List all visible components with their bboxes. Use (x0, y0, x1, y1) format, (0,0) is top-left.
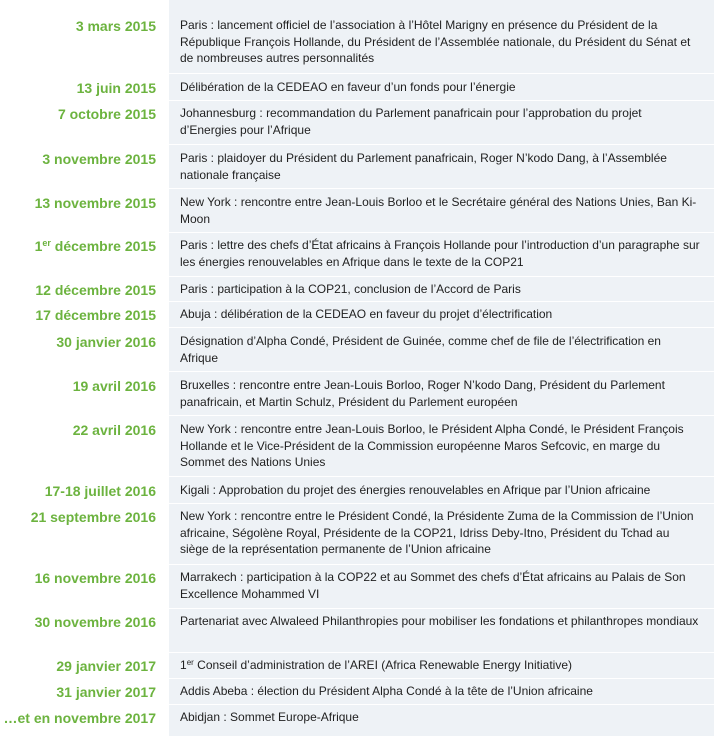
event-date: 31 janvier 2017 (56, 684, 156, 700)
event-date: 17 décembre 2015 (35, 307, 156, 323)
event-date: 21 septembre 2016 (30, 509, 156, 525)
event-date: 7 octobre 2015 (57, 106, 156, 122)
event-description: Abuja : délibération de la CEDEAO en faveur du projet d’électrification (180, 307, 553, 321)
event-text-rest: Conseil d’administration de l’AREI (Africa Renewable Energy Initiative) (193, 658, 572, 672)
event-description: Désignation d’Alpha Condé, Président de Guinée, comme chef de file de l’électrification en Afrique (180, 334, 661, 365)
event-date: 30 novembre 2016 (34, 614, 156, 630)
event-date-suffix: er (42, 238, 51, 248)
event-date: 29 janvier 2017 (56, 658, 156, 674)
event-description: Délibération de la CEDEAO en faveur d’un fonds pour l’énergie (180, 80, 516, 94)
event-description: Marrakech : participation à la COP22 et au Sommet des chefs d’État africains au Palais de Son Excellence Mohammed VI (180, 570, 686, 601)
event-date: 19 avril 2016 (72, 378, 156, 394)
row-separator (169, 652, 714, 653)
event-description (180, 657, 700, 674)
row-separator (169, 678, 714, 679)
event-description: Kigali : Approbation du projet des énergies renouvelables en Afrique par l’Union africaine (180, 483, 651, 497)
row-separator (169, 73, 714, 74)
event-text-number: 1 (180, 658, 187, 672)
event-text-suffix: er (186, 658, 194, 667)
event-date: 3 mars 2015 (75, 18, 156, 34)
event-description: Paris : lettre des chefs d’État africains à François Hollande pour l’introduction d’un paragraphe sur les énergies renouvelables en Afrique dans le texte de la COP21 (180, 238, 700, 269)
event-date: …et en novembre 2017 (3, 710, 156, 726)
row-separator (169, 232, 714, 233)
event-date (0, 238, 156, 255)
event-description: Abidjan : Sommet Europe-Afrique (180, 710, 359, 724)
event-date: 3 novembre 2015 (42, 151, 156, 167)
row-separator (169, 476, 714, 477)
event-description: Johannesburg : recommandation du Parlement panafricain pour l’approbation du projet d’Energies pour l’Afrique (180, 106, 642, 137)
event-description: New York : rencontre entre Jean-Louis Borloo, le Président Alpha Condé, le Président François Hollande et le Vice-Président de la Commission européenne Maros Sefcovic, en marge du Sommet des Nations Unies (180, 422, 684, 469)
row-separator (169, 503, 714, 504)
row-separator (169, 188, 714, 189)
event-description: New York : rencontre entre Jean-Louis Borloo et le Secrétaire général des Nations Unies, Ban Ki-Moon (180, 195, 697, 226)
event-description: Partenariat avec Alwaleed Philanthropies pour mobiliser les fondations et philanthropes mondiaux (180, 614, 699, 628)
row-separator (169, 100, 714, 101)
row-separator (169, 415, 714, 416)
event-date-number: 1 (34, 238, 43, 254)
event-date: 17-18 juillet 2016 (44, 483, 156, 499)
event-description: Paris : participation à la COP21, conclusion de l’Accord de Paris (180, 282, 521, 296)
event-date: 30 janvier 2016 (56, 334, 156, 350)
row-separator (169, 327, 714, 328)
row-separator (169, 144, 714, 145)
event-description: Bruxelles : rencontre entre Jean-Louis Borloo, Roger N’kodo Dang, Président du Parlement panafricain, et Martin Schulz, Président du Parlement européen (180, 378, 665, 409)
event-date: 22 avril 2016 (72, 422, 156, 438)
row-separator (169, 371, 714, 372)
event-date-rest: décembre 2015 (50, 238, 156, 254)
event-date: 12 décembre 2015 (35, 282, 156, 298)
event-description: Paris : plaidoyer du Président du Parlement panafricain, Roger N’kodo Dang, à l’Assemblée nationale française (180, 151, 667, 182)
event-date: 13 novembre 2015 (34, 195, 156, 211)
event-date: 13 juin 2015 (76, 80, 156, 96)
row-separator (169, 608, 714, 609)
event-description: Paris : lancement officiel de l’association à l’Hôtel Marigny en présence du Président de la République François Hollande, du Président de l’Assemblée nationale, du Président du Sénat et de nombreuses autres personnalités (180, 18, 691, 65)
event-description: New York : rencontre entre le Président Condé, la Présidente Zuma de la Commission de l’Union africaine, Ségolène Royal, Présidente de la COP21, Idriss Deby-Itno, Président du Tchad au siège de la représentation permanente de l’Union africaine (180, 509, 694, 556)
event-date: 16 novembre 2016 (34, 570, 156, 586)
event-description: Addis Abeba : élection du Président Alpha Condé à la tête de l’Union africaine (180, 684, 593, 698)
row-separator (169, 704, 714, 705)
row-separator (169, 564, 714, 565)
row-separator (169, 276, 714, 277)
row-separator (169, 301, 714, 302)
